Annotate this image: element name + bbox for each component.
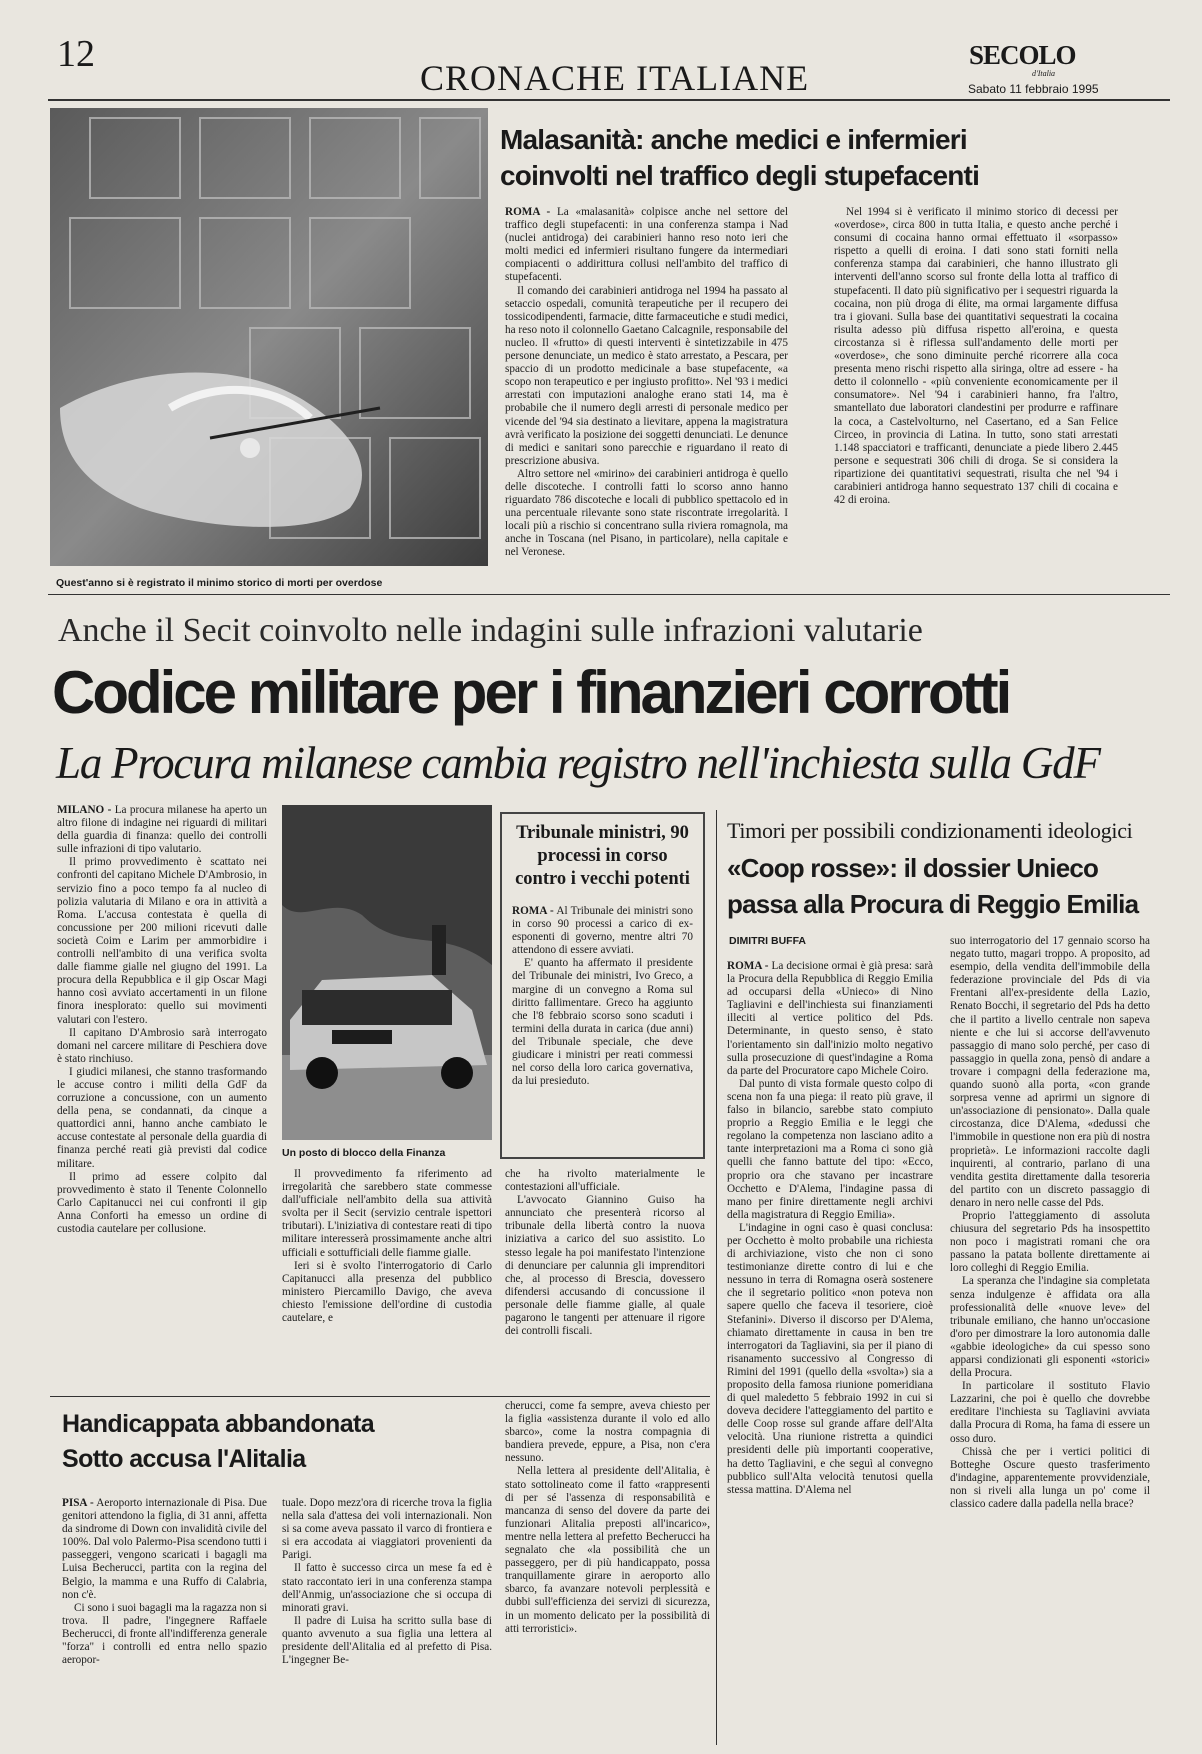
handicap-title-2: Sotto accusa l'Alitalia: [62, 1445, 306, 1473]
coop-headline-2: passa alla Procura di Reggio Emilia: [727, 889, 1139, 919]
handicap-col2: tuale. Dopo mezz'ora di ricerche trova la figlia nella sala d'attesa dei voli internazionali. Non si sa come aveva passato il varco di frontiera e si era accodata ai viaggiatori provenienti da Parigi. Il fatto è successo circa un mese fa ed è stato raccontato ieri in una conferenza stampa dell'Anmig, un'associazione che si occupa di minorati gravi. Il padre di Luisa ha scritto sulla base di quanto avvenuto a sua figlia una lettera al presidente dell'Alitalia ed al prefetto di Pisa. L'ingegner Be-: [282, 1497, 492, 1667]
drug-photo-caption: Quest'anno si è registrato il minimo storico di morti per overdose: [56, 577, 383, 589]
handicap-top-rule: [50, 1396, 710, 1397]
finance-car-photo: [282, 805, 492, 1140]
header-rule: [48, 99, 1170, 101]
tribunale-box: [500, 812, 705, 1159]
tribunale-title: Tribunale ministri, 90 processi in corso contro i vecchi potenti: [515, 823, 690, 889]
handicap-col3: cherucci, come fa sempre, aveva chiesto per la figlia «assistenza durante il volo ed allo sbarco», come la nostra compagnia di bandiera prevede, eppure, a Pisa, non c'era nessuno. Nella lettera al presidente dell'Alitalia, è stato sottolineato come il fatto «rappresenti di per sé l'assenza di responsabilità e mancanza di senso del dovere da parte dei funzionari Alitalia preposti all'incarico», mentre nella lettera al prefetto Becherucci ha segnalato che «la possibilità che un passeggero, per di più handicappato, possa tranquillamente girare in aeroporto allo sbarco, fa avanzare notevoli perplessità e dubbi sull'efficienza dei servizi di sicurezza, in un momento delicato per la possibilità di atti terroristici».: [505, 1400, 710, 1635]
page-number: 12: [57, 33, 95, 75]
top-article-col2: Nel 1994 si è verificato il minimo storico di decessi per «overdose», circa 800 in tutta Italia, e questo anche perché i consumi di cocaina hanno ormai effettuato il «sorpasso» rispetto a quelli di eroina. I dati sono stati forniti nella conferenza stampa dai carabinieri, che hanno illustrato gli interventi dell'anno scorso sul fronte della lotta al traffico di stupefacenti. Il dato più significativo per i sequestri riguarda la cocaina, non più droga di élite, ma ormai largamente diffusa tra i giovani. Sulla base dei quantitativi sequestrati la cocaina risulta adesso più diffusa rispetto all'eroina, e questa circostanza si è riflessa sull'andamento delle morti per «overdose», che sono diminuite perché ricorrere alla coca presenta meno rischi rispetto alla siringa, oltre ad essere - ha detto il colonnello - «più conveniente economicamente per il consumatore». Nel '94 i carabinieri hanno, fra l'altro, smantellato due laboratori clandestini per produrre e raffinare la coca, a Castelvolturno, nel Casertano, ed a San Felice Circeo, in provincia di Latina. In tutto, sono stati arrestati 1.148 spacciatori e trafficanti, denunciate a piede libero 2.445 persone e sequestrati 306 chili di droga. Se si considera la ripartizione dei quantitativi sequestrati, risulta che nel '94 i carabinieri antidroga hanno sequestrato 137 chili di cocaina e 42 di eroina.: [834, 206, 1118, 507]
tribunale-text: ROMA - Al Tribunale dei ministri sono in corso 90 processi a carico di ex-esponenti di governo, mentre altri 70 attendono di essere avviati. E' quanto ha affermato il presidente del Tribunale dei ministri, Ivo Greco, a margine di un convegno a Roma sul diritto fallimentare. Greco ha aggiunto che l'8 febbraio scorso sono scaduti i termini della durata in carica (due anni) del Tribunale speciale, che deve giudicare i ministri per reati commessi nel corso della loro carica governativa, da lui presieduto.: [512, 905, 693, 1088]
masthead-logo: SECOLO: [969, 40, 1076, 70]
masthead-sub: d'Italia: [1032, 69, 1056, 78]
main-col1: MILANO - La procura milanese ha aperto un altro filone di indagine nei riguardi di militari della guardia di finanza: quello dei controlli sulle infrazioni di tipo valutario. Il primo provvedimento è scattato nei confronti del capitano Michele D'Ambrosio, in servizio fino a poco tempo fa al nucleo di polizia valutaria di Milano e ora in attività a Roma. L'accusa contestata è quella di concussione per 200 milioni ricevuti dalle società Coim e Larim per ammorbidire i controlli nell'ambito di una verifica svolta dalle fiamme gialle nel giugno del 1991. La procura della Repubblica e il gip Oscar Magi hanno così avviato accertamenti in un filone finora inesplorato: quello sui movimenti valutari con l'estero. Il capitano D'Ambrosio sarà interrogato domani nel carcere militare di Peschiera dove è stato rinchiuso. I giudici milanesi, che stanno trasformando le accuse contro i militi della GdF da corruzione a concussione, con un aumento della pena, se condannati, da cinque a quattordici anni, hanno anche cambiato le accuse contestate al personale della guardia di finanza perché reati già previsti dal codice militare. Il primo ad essere colpito dal provvedimento è stato il Tenente Colonnello Carlo Capitanucci nei cui confronti il gip Anna Conforti ha emesso un ordine di custodia cautelare per collusione.: [57, 804, 267, 1235]
finance-car-caption: Un posto di blocco della Finanza: [282, 1147, 446, 1159]
coop-kicker: Timori per possibili condizionamenti ideologici: [727, 818, 1133, 843]
coop-col1: ROMA - La decisione ormai è già presa: sarà la Procura della Repubblica di Reggio Emilia ad occuparsi della «Unieco» di Nino Tagliavini e dell'inchiesta sui finanziamenti illeciti al vertice politico del Pds. Determinante, in questo senso, è stato l'orientamento sin dall'inizio molto negativo sulla prosecuzione di quest'indagine a Roma da parte del Procuratore capo Michele Coiro. Dal punto di vista formale questo colpo di scena non fa una piega: il reato più grave, il falso in bilancio, sarebbe stato compiuto proprio a Reggio Emilia e le leggi che regolano la competenza non lasciano adito a tante interpretazioni ma a Roma ci sono già quelli che fanno battute del tipo: «Ecco, proprio ora che stavano per incastrare Occhetto e D'Alema, l'indagine passa di mano per finire direttamente negli archivi della magistratura di Reggio Emilia». L'indagine in ogni caso è quasi conclusa: per Occhetto è molto probabile una richiesta di archiviazione, visto che non ci sono testimonianze dirette contro di lui e che nessuno in terra di Romagna oserà sostenere che il segretario politico «non poteva non sapere quello che faceva il tesoriere, cioè Stefanini». Diverso il discorso per D'Alema, chiamato direttamente in causa in ben tre interrogatori da Tagliavini, sia per il piano di risanamento successivo al Congresso di Rimini del 1991 (quello della «svolta») sia a proposito della famosa riunione pomeridiana di quel maledetto 5 febbraio 1992 in cui si doveva decidere l'atteggiamento del partito e delle Coop rosse sul grande affare dell'Alta velocità. Una riunione ristretta a quindici presidenti delle più importanti cooperative, ha detto Tagliavini, e che seguì al convegno pubblico sull'Alta velocità tenutosi quella stessa mattina. D'Alema nel: [727, 960, 933, 1496]
top-article-title-2: coinvolti nel traffico degli stupefacenti: [500, 160, 980, 191]
top-article-divider: [48, 594, 1170, 595]
top-article-title-1: Malasanità: anche medici e infermieri: [500, 124, 967, 155]
main-col2: Il provvedimento fa riferimento ad irregolarità che sarebbero state commesse dall'ufficiale nell'ambito della sua attività svolta per il Secit (servizio centrale ispettori tributari). L'iniziativa di contestare reati di tipo militare interesserà prossimamente anche altri ufficiali e sottufficiali delle fiamme gialle. Ieri si è svolto l'interrogatorio di Carlo Capitanucci alla presenza del pubblico ministero Piercamillo Davigo, che aveva chiesto l'emissione dell'ordine di custodia cautelare, e: [282, 1168, 492, 1325]
drug-photo: [50, 108, 488, 566]
section-title: CRONACHE ITALIANE: [420, 58, 810, 98]
coop-headline-1: «Coop rosse»: il dossier Unieco: [727, 853, 1099, 883]
coop-col2: suo interrogatorio del 17 gennaio scorso ha negato tutto, magari troppo. A proposito, ad esempio, della vendita dell'immobile della federazione provinciale del Pds di via Frentani all'ex-presidente della Lazio, Renato Bocchi, il segretario del Pds ha detto che il partito a livello centrale non sapeva niente e che lui si accorse dell'avvenuto passaggio di mano solo perché, per caso di passaggio in quella zona, pensò di andare a trovare i compagni della federazione ma, quando suonò alla porta, «con grande sorpresa venne ad aprirmi un signore di un'associazione di pensionato». Dalla quale circostanza, dice D'Alema, «dedussi che l'immobile in questione non era più di nostra proprietà». Le informazioni raccolte dagli inquirenti, al contrario, parlano di una vendita gestita direttamente dalla tesoreria del partito con un discreto passaggio di denaro in nero nelle casse del Pds. Proprio l'atteggiamento di assoluta chiusura del segretario Pds ha insospettito non poco i magistrati romani che ora passano la patata bollente direttamente ai loro colleghi di Reggio Emilia. La speranza che l'indagine sia completata senza indulgenze è affidata ora alla professionalità delle «nuove leve» del tribunale emiliano, che hanno un'occasione d'oro per dimostrare la loro autonomia dalle «gabbie ideologiche» da cui spesso sono apparsi condizionati gli esponenti «storici» della Procura. In particolare il sostituto Flavio Lazzarini, che poi è quello che dovrebbe ereditare l'inchiesta su Tagliavini avviata dalla Procura di Roma, ha fama di essere un osso duro. Chissà che per i vertici politici di Botteghe Oscure questo trasferimento d'indagine, apparentemente provvidenziale, non si riveli alla lunga un po' come il classico cadere dalla padella nella brace?: [950, 935, 1150, 1511]
issue-date: Sabato 11 febbraio 1995: [968, 82, 1099, 96]
main-subhead: La Procura milanese cambia registro nell'inchiesta sulla GdF: [56, 738, 1100, 788]
coop-byline: DIMITRI BUFFA: [729, 935, 806, 947]
main-col3: che ha rivolto materialmente le contestazioni all'ufficiale. L'avvocato Giannino Guiso ha annunciato che presenterà ricorso al tribunale della libertà contro la nuova iniziativa a carico del suo assistito. Lo stesso legale ha poi manifestato l'intenzione di denunciare per calunnia gli imprenditori che, al processo di Brescia, dovessero difendersi accusando di concussione il personale delle fiamme gialle, al quale pagarono le tangenti per attenuare il rigore dei controlli fiscali.: [505, 1168, 705, 1338]
handicap-col1: PISA - Aeroporto internazionale di Pisa. Due genitori attendono la figlia, di 31 anni, affetta da sindrome di Down con invalidità civile del 100%. Dal volo Palermo-Pisa scendono tutti i passeggeri, vengono scaricati i bagagli ma Luisa Becherucci, partita con la regina del Belgio, la mamma e una Ruffo di Calabria, non c'è. Ci sono i suoi bagagli ma la ragazza non si trova. Il padre, l'ingegnere Raffaele Becherucci, di fronte all'indifferenza generale "forza" i controlli ed entra nello spazio aeropor-: [62, 1497, 267, 1667]
main-kicker: Anche il Secit coinvolto nelle indagini sulle infrazioni valutarie: [58, 612, 923, 649]
vertical-rule-coop: [716, 810, 717, 1745]
top-article-col1: ROMA - La «malasanità» colpisce anche nel settore del traffico degli stupefacenti: in una conferenza stampa i Nad (nuclei antidroga) dei carabinieri hanno reso noto ieri che molti medici ed infermieri risultano fungere da intermediari compiacenti o addirittura collusi nell'ambito del traffico di stupefacenti. Il comando dei carabinieri antidroga nel 1994 ha passato al setaccio ospedali, comunità terapeutiche per il recupero dei tossicodipendenti, farmacie, ditte farmaceutiche e studi medici, ha reso noto il colonnello Gaetano Calcagnile, responsabile del nucleo. Il «frutto» di questi interventi è sintetizzabile in 475 persone denunciate, un medico è stato arrestato, a Pescara, per spaccio di un prodotto medicinale a base stupefacente, «a scopo non terapeutico e per ingiusto profitto». Nel '93 i medici arrestati con imputazioni analoghe erano stati 14, ma è probabile che il numero degli arresti di personale medico per vicende del '94 sia destinato a lievitare, appena la magistratura avrà verificato la posizione dei soggetti denunciati. Le denunce di medici e sanitari sono parecchie e riguardano il reato di prescrizione abusiva. Altro settore nel «mirino» dei carabinieri antidroga è quello delle discoteche. I controlli fatti lo scorso anno hanno riguardato 786 discoteche e locali di pubblico spettacolo ed in una percentuale rilevante sono state riscontrate irregolarità. I locali più a rischio si concentrano sulla riviera romagnola, ma anche in Toscana (nel Pisano, in particolare), nella capitale e nel Veronese.: [505, 206, 788, 559]
main-headline: Codice militare per i finanzieri corrotti: [52, 659, 1010, 726]
handicap-title-1: Handicappata abbandonata: [62, 1410, 375, 1438]
